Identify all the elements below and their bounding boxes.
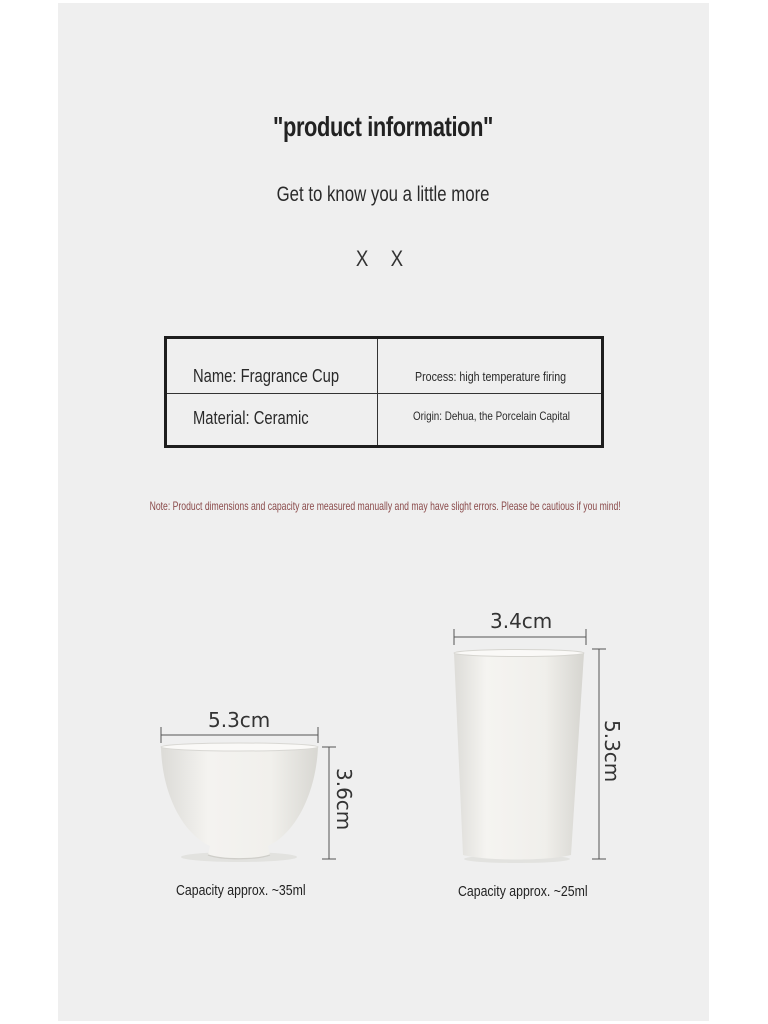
product-info-page (58, 3, 709, 1021)
page-title: "product information" (273, 111, 494, 142)
measurement-note: Note: Product dimensions and capacity are measured manually and may have slight errors. Please be cautious if you mind! (149, 499, 621, 513)
product-process-cell: Process: high temperature firing (415, 368, 567, 384)
cups-illustration (58, 3, 709, 1021)
product-name-cell: Name: Fragrance Cup (193, 365, 340, 386)
product-material-cell: Material: Ceramic (193, 407, 309, 428)
tall-cup-height-label: 5.3cm (600, 720, 624, 783)
page-subtitle: Get to know you a little more (277, 183, 490, 206)
decorative-x-marks: X X (355, 246, 412, 271)
tall-cup-width-label: 3.4cm (490, 609, 553, 633)
tall-cup-image (454, 650, 584, 864)
small-cup-width-label: 5.3cm (208, 708, 271, 732)
tall-cup-capacity: Capacity approx. ~25ml (458, 883, 588, 900)
small-cup-image (161, 743, 318, 862)
small-cup-height-label: 3.6cm (332, 768, 356, 831)
small-cup-capacity: Capacity approx. ~35ml (176, 882, 306, 899)
product-origin-cell: Origin: Dehua, the Porcelain Capital (413, 409, 570, 423)
